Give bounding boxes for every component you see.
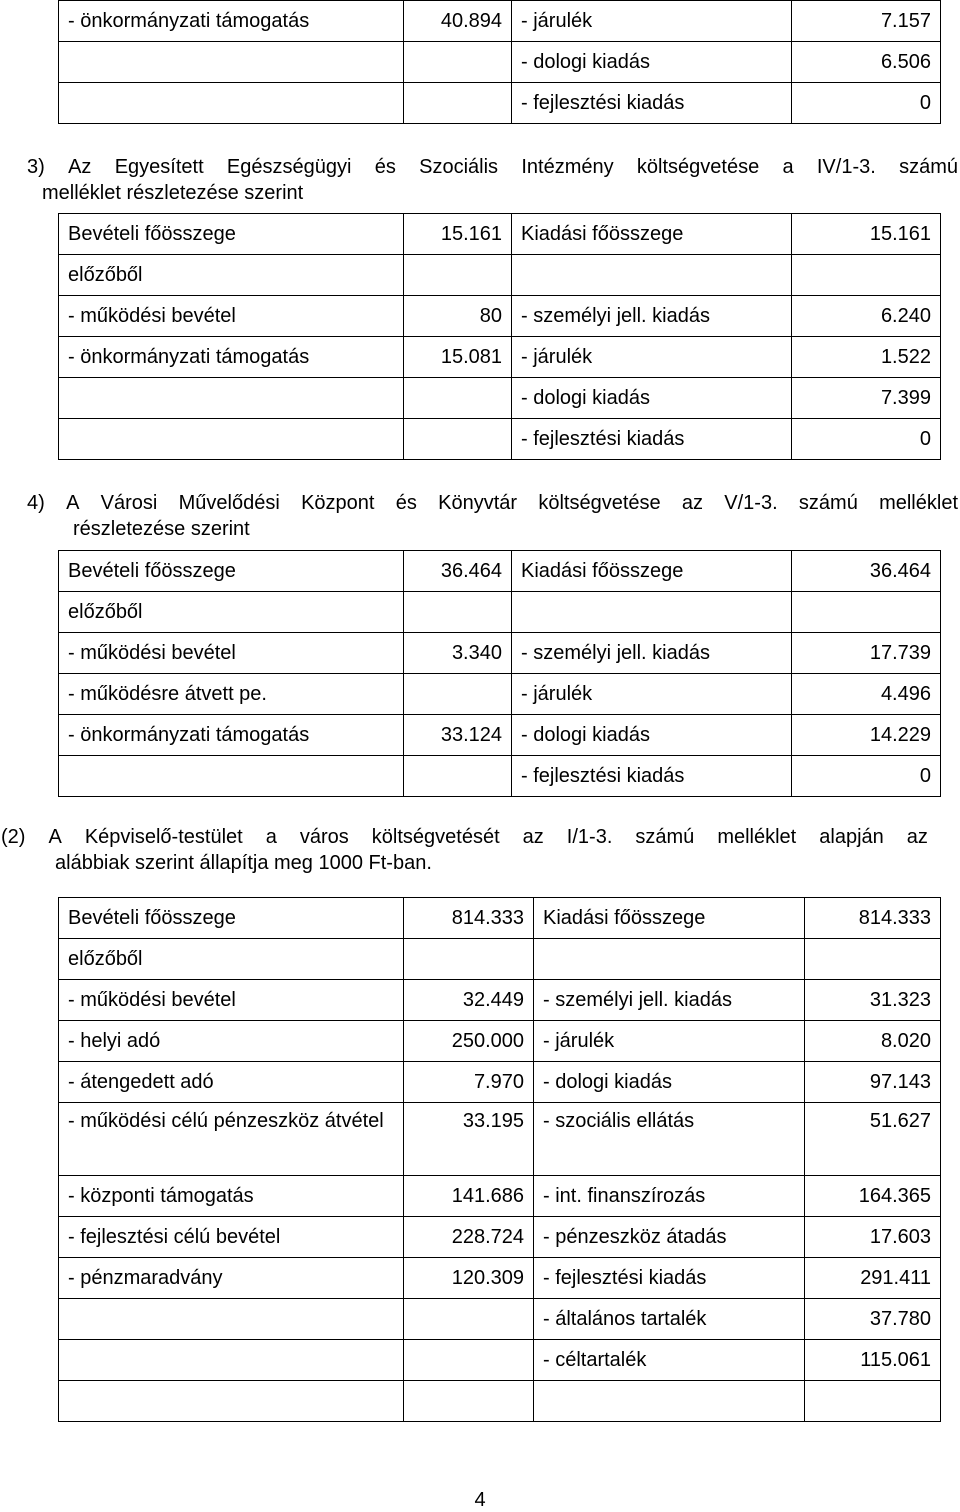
table-cell-expense-label: - járulék	[534, 1021, 805, 1062]
table-row	[59, 337, 941, 378]
table-cell-income-label: Bevételi főösszege	[59, 214, 404, 255]
heading-word: Központ	[301, 492, 375, 514]
section4-heading-line2: részletezése szerint	[73, 518, 250, 540]
table-row	[59, 633, 941, 674]
table-cell-income-amount: 3.340	[404, 633, 512, 674]
table-cell-income-amount	[404, 255, 512, 296]
table-cell-income-amount	[404, 1299, 534, 1340]
table-cell-income-amount: 7.970	[404, 1062, 534, 1103]
table-row	[59, 1340, 941, 1381]
heading-word: Egészségügyi	[226, 156, 352, 178]
table-cell-income-label	[59, 42, 404, 83]
table-cell-income-amount	[404, 592, 512, 633]
table-cell-income-label	[59, 1381, 404, 1422]
heading-word: város	[299, 826, 349, 848]
table-cell-income-label: - működésre átvett pe.	[59, 674, 404, 715]
table-cell-expense-label: - személyi jell. kiadás	[534, 980, 805, 1021]
table-cell-income-amount: 814.333	[404, 898, 534, 939]
table-row	[59, 1381, 941, 1422]
table-cell-expense-amount: 97.143	[805, 1062, 941, 1103]
table-section3	[58, 213, 941, 460]
table-cell-income-amount: 15.161	[404, 214, 512, 255]
table-cell-expense-amount: 7.399	[792, 378, 941, 419]
heading-word: Képviselő-testület	[84, 826, 243, 848]
table-cell-income-amount: 250.000	[404, 1021, 534, 1062]
table-cell-income-amount	[404, 1381, 534, 1422]
table-row	[59, 83, 941, 124]
table-cell-expense-label: - céltartalék	[534, 1340, 805, 1381]
table-cell-income-label	[59, 419, 404, 460]
heading-word: költségvetését	[371, 826, 500, 848]
heading-word: melléklet	[717, 826, 797, 848]
table-cell-expense-label: - szociális ellátás	[534, 1103, 805, 1176]
table-cell-income-label	[59, 378, 404, 419]
table-cell-expense-label: - dologi kiadás	[512, 715, 792, 756]
table-cell-expense-amount: 6.506	[792, 42, 941, 83]
heading-word: 4)	[27, 492, 45, 514]
table-cell-expense-amount: 17.603	[805, 1217, 941, 1258]
heading-word: V/1-3.	[724, 492, 778, 514]
table-cell-expense-label	[534, 1381, 805, 1422]
heading-word: Intézmény	[521, 156, 614, 178]
table-row	[59, 1299, 941, 1340]
table-row	[59, 551, 941, 592]
table-cell-income-amount: 36.464	[404, 551, 512, 592]
heading-word: IV/1-3.	[816, 156, 876, 178]
heading-word: Egyesített	[114, 156, 204, 178]
table-cell-income-label: - önkormányzati támogatás	[59, 337, 404, 378]
table-cell-expense-amount: 7.157	[792, 1, 941, 42]
table-row	[59, 939, 941, 980]
heading-word: I/1-3.	[566, 826, 613, 848]
table-cell-income-label: Bevételi főösszege	[59, 898, 404, 939]
table-top-continuation	[58, 0, 941, 124]
section4-heading-line1	[27, 490, 958, 516]
table-cell-expense-amount: 4.496	[792, 674, 941, 715]
table-row	[59, 756, 941, 797]
table-cell-expense-label: - dologi kiadás	[512, 42, 792, 83]
table-cell-income-amount	[404, 674, 512, 715]
table-row	[59, 980, 941, 1021]
table-cell-income-label: - működési célú pénzeszköz átvétel	[59, 1103, 404, 1176]
heading-word: 3)	[27, 156, 45, 178]
table-row	[59, 255, 941, 296]
table-cell-expense-amount: 0	[792, 419, 941, 460]
section4-heading	[27, 490, 958, 542]
section3-heading-line1	[27, 154, 958, 180]
table-cell-expense-label: - fejlesztési kiadás	[512, 756, 792, 797]
table-cell-expense-label: - dologi kiadás	[512, 378, 792, 419]
table-cell-expense-amount: 15.161	[792, 214, 941, 255]
heading-word: Könyvtár	[438, 492, 518, 514]
heading-word: költségvetése	[538, 492, 661, 514]
table-row	[59, 1176, 941, 1217]
table-cell-expense-amount: 814.333	[805, 898, 941, 939]
table-row	[59, 214, 941, 255]
table-cell-income-label: - pénzmaradvány	[59, 1258, 404, 1299]
table-cell-income-amount	[404, 419, 512, 460]
table-cell-expense-amount: 14.229	[792, 715, 941, 756]
paragraph2-line1	[1, 824, 928, 850]
table-cell-income-label: - önkormányzati támogatás	[59, 715, 404, 756]
table-cell-income-amount: 120.309	[404, 1258, 534, 1299]
table-cell-expense-amount: 17.739	[792, 633, 941, 674]
table-cell-income-amount	[404, 1340, 534, 1381]
table-cell-expense-amount: 164.365	[805, 1176, 941, 1217]
table-row	[59, 1062, 941, 1103]
table-cell-expense-label	[512, 255, 792, 296]
table-cell-expense-amount: 0	[792, 756, 941, 797]
section3-heading-line2: melléklet részletezése szerint	[42, 182, 304, 204]
table-cell-income-label: Bevételi főösszege	[59, 551, 404, 592]
table-cell-expense-label: - int. finanszírozás	[534, 1176, 805, 1217]
table-cell-income-amount	[404, 939, 534, 980]
table-cell-income-amount	[404, 756, 512, 797]
table-cell-income-label: - átengedett adó	[59, 1062, 404, 1103]
table-cell-expense-amount: 36.464	[792, 551, 941, 592]
heading-word: költségvetése	[636, 156, 760, 178]
table-cell-expense-amount: 115.061	[805, 1340, 941, 1381]
table-cell-expense-label: - személyi jell. kiadás	[512, 633, 792, 674]
table-row	[59, 378, 941, 419]
heading-word: alapján	[819, 826, 884, 848]
heading-word: (2)	[1, 826, 26, 848]
table-cell-income-label	[59, 83, 404, 124]
heading-word: és	[374, 156, 396, 178]
table-row	[59, 674, 941, 715]
heading-word: az	[522, 826, 544, 848]
table-cell-expense-amount: 51.627	[805, 1103, 941, 1176]
table-cell-expense-amount: 0	[792, 83, 941, 124]
table-row	[59, 1217, 941, 1258]
heading-word: az	[906, 826, 928, 848]
heading-word: számú	[899, 156, 958, 178]
table-cell-income-amount: 40.894	[404, 1, 512, 42]
heading-word: A	[66, 492, 80, 514]
heading-word: Az	[68, 156, 92, 178]
table-cell-income-amount: 33.195	[404, 1103, 534, 1176]
table-cell-expense-label: - járulék	[512, 337, 792, 378]
table-row	[59, 296, 941, 337]
heading-word: Szociális	[419, 156, 499, 178]
table-cell-income-label: előzőből	[59, 592, 404, 633]
table-row	[59, 1258, 941, 1299]
table-cell-income-amount: 33.124	[404, 715, 512, 756]
table-cell-expense-label: - fejlesztési kiadás	[512, 83, 792, 124]
heading-word: Művelődési	[178, 492, 280, 514]
table-cell-expense-label: Kiadási főösszege	[512, 214, 792, 255]
table-cell-expense-amount: 37.780	[805, 1299, 941, 1340]
table-cell-expense-label: - általános tartalék	[534, 1299, 805, 1340]
table-row	[59, 898, 941, 939]
table-cell-expense-label: - fejlesztési kiadás	[534, 1258, 805, 1299]
table-cell-expense-label: - fejlesztési kiadás	[512, 419, 792, 460]
table-cell-expense-amount	[805, 939, 941, 980]
table-cell-expense-amount	[805, 1381, 941, 1422]
table-row	[59, 1021, 941, 1062]
table-cell-income-label: - működési bevétel	[59, 980, 404, 1021]
table-cell-expense-label: - dologi kiadás	[534, 1062, 805, 1103]
table-cell-income-label: - helyi adó	[59, 1021, 404, 1062]
table-cell-income-label	[59, 756, 404, 797]
table-cell-income-label	[59, 1299, 404, 1340]
heading-word: Városi	[100, 492, 158, 514]
table-row	[59, 419, 941, 460]
table-cell-expense-amount: 1.522	[792, 337, 941, 378]
table-cell-income-amount: 32.449	[404, 980, 534, 1021]
table-cell-expense-label: - személyi jell. kiadás	[512, 296, 792, 337]
table-cell-income-label: előzőből	[59, 255, 404, 296]
table-section4	[58, 550, 941, 797]
heading-word: melléklet	[879, 492, 958, 514]
table-row	[59, 1, 941, 42]
page-number: 4	[474, 1489, 486, 1511]
table-cell-expense-label: Kiadási főösszege	[512, 551, 792, 592]
table-cell-income-label: - működési bevétel	[59, 633, 404, 674]
heading-word: A	[48, 826, 62, 848]
heading-word: számú	[798, 492, 858, 514]
heading-word: számú	[635, 826, 695, 848]
heading-word: a	[782, 156, 794, 178]
table-row	[59, 715, 941, 756]
table-cell-income-label	[59, 1340, 404, 1381]
table-row	[59, 592, 941, 633]
table-cell-income-amount	[404, 378, 512, 419]
table-row	[59, 1103, 941, 1176]
table-cell-expense-label	[534, 939, 805, 980]
table-cell-income-amount: 141.686	[404, 1176, 534, 1217]
table-cell-expense-amount	[792, 255, 941, 296]
table-cell-income-amount	[404, 83, 512, 124]
table-cell-expense-amount: 8.020	[805, 1021, 941, 1062]
table-cell-income-label: előzőből	[59, 939, 404, 980]
section3-heading	[27, 154, 958, 206]
table-cell-expense-label: - pénzeszköz átadás	[534, 1217, 805, 1258]
table-cell-expense-label: - járulék	[512, 674, 792, 715]
table-cell-income-amount: 228.724	[404, 1217, 534, 1258]
table-cell-income-label: - központi támogatás	[59, 1176, 404, 1217]
table-cell-expense-label: Kiadási főösszege	[534, 898, 805, 939]
heading-word: az	[681, 492, 704, 514]
table-cell-income-amount: 15.081	[404, 337, 512, 378]
table-cell-income-amount	[404, 42, 512, 83]
table-cell-income-label: - önkormányzati támogatás	[59, 1, 404, 42]
table-cell-income-amount: 80	[404, 296, 512, 337]
table-cell-expense-amount	[792, 592, 941, 633]
table-cell-expense-amount: 6.240	[792, 296, 941, 337]
table-cell-income-label: - fejlesztési célú bevétel	[59, 1217, 404, 1258]
table-cell-expense-label	[512, 592, 792, 633]
heading-word: és	[395, 492, 417, 514]
paragraph2	[1, 824, 928, 876]
table-row	[59, 42, 941, 83]
table-cell-expense-label: - járulék	[512, 1, 792, 42]
table-cell-income-label: - működési bevétel	[59, 296, 404, 337]
table-cell-expense-amount: 31.323	[805, 980, 941, 1021]
table-main	[58, 897, 941, 1422]
table-cell-expense-amount: 291.411	[805, 1258, 941, 1299]
paragraph2-line2: alábbiak szerint állapítja meg 1000 Ft-ban.	[55, 852, 432, 874]
heading-word: a	[265, 826, 277, 848]
